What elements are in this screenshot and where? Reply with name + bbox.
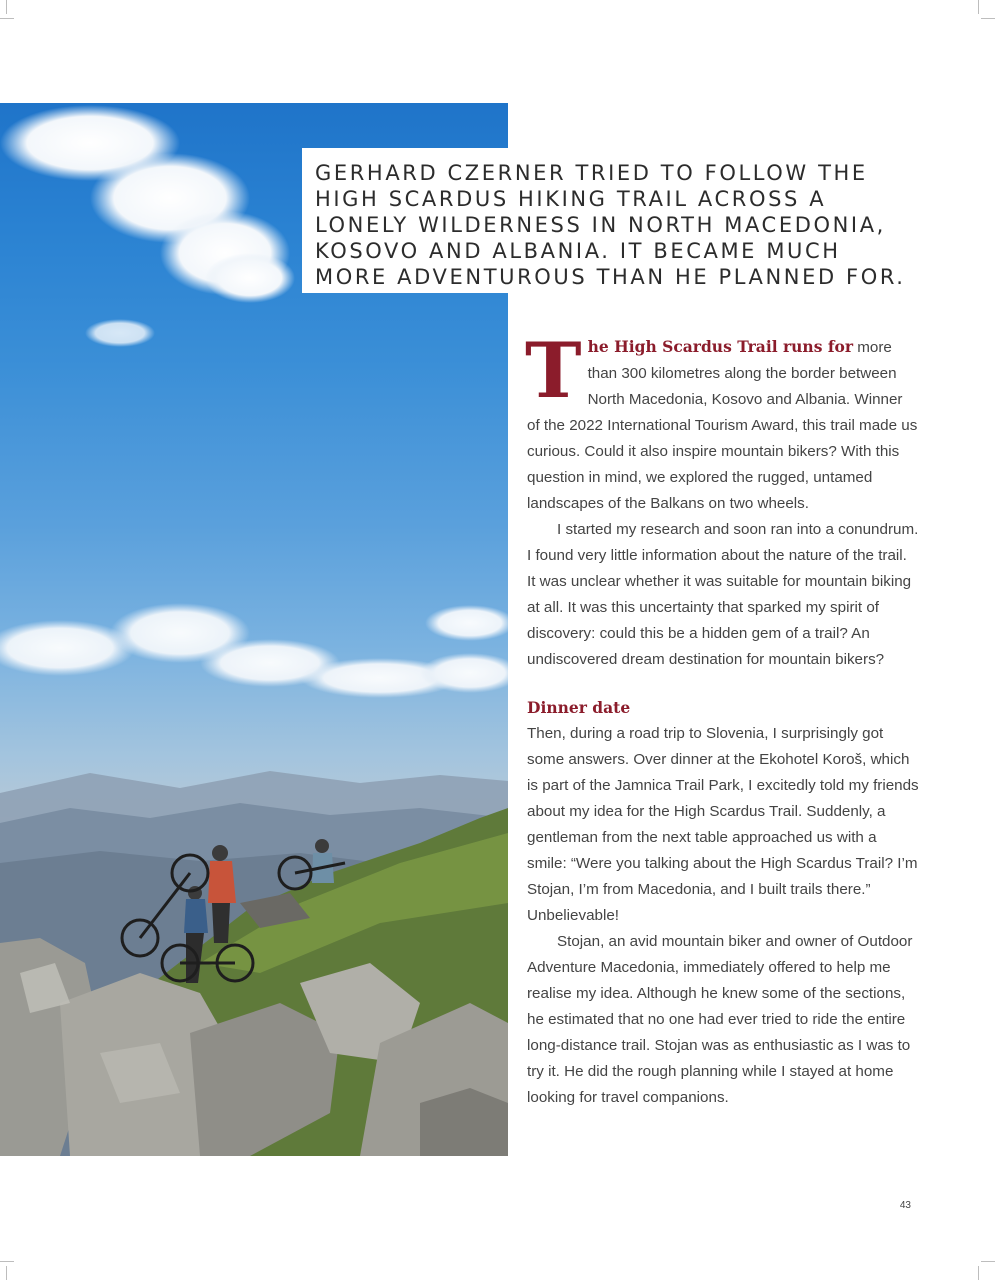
crop-mark [0, 1261, 14, 1262]
drop-cap: T [525, 326, 582, 415]
paragraph: Then, during a road trip to Slovenia, I surprisingly got some answers. Over dinner at the Ekohotel Koroš, which is part of the Jamnica Trail Park, I excitedly told my friends about my idea for the High Scardus Trail. Suddenly, a gentleman from the next table approached us with a smile: “Were you talking about the High Scardus Trail? I’m Stojan, I’m from Macedonia, and I built trails there.” Unbelievable! [527, 725, 919, 924]
paragraph [525, 326, 919, 517]
paragraph-text: more than 300 kilometres along the border between North Macedonia, Kosovo and Albania. Winner of the 2022 International Tourism Award, this trail made us curious. Could it also inspire mountain bikers? With this question in mind, we explored the rugged, untamed landscapes of the Balkans on two wheels. [527, 339, 918, 512]
cloud [0, 105, 295, 347]
article-body [525, 326, 919, 1111]
deck-text: GERHARD CZERNER TRIED TO FOLLOW THE HIGH SCARDUS HIKING TRAIL ACROSS A LONELY WILDERNESS IN NORTH MACEDONIA, KOSOVO AND ALBANIA. IT BECAME MUCH MORE ADVENTUROUS THAN HE PLANNED FOR. [315, 161, 906, 289]
crop-mark [6, 0, 7, 14]
paragraph: I started my research and soon ran into a conundrum. I found very little information about the nature of the trail. It was unclear whether it was suitable for mountain biking at all. It was this uncertainty that sparked my spirit of discovery: could this be a hidden gem of a trail? An undiscovered dream destination for mountain bikers? [527, 521, 919, 668]
page-number: 43 [899, 1200, 911, 1211]
lead-in: he High Scardus Trail runs for [587, 337, 853, 356]
crop-mark [6, 1266, 7, 1280]
crop-mark [978, 0, 979, 14]
article-deck [302, 148, 912, 293]
crop-mark [0, 18, 14, 19]
crop-mark [981, 18, 995, 19]
crop-mark [981, 1261, 995, 1262]
paragraph: Stojan, an avid mountain biker and owner of Outdoor Adventure Macedonia, immediately offered to help me realise my idea. Although he knew some of the sections, he estimated that no one had ever tried to ride the entire long-distance trail. Stojan was as enthusiastic as I was to try it. He did the rough planning while I stayed at home looking for travel companions. [527, 933, 913, 1106]
subheading: Dinner date [527, 698, 631, 717]
crop-mark [978, 1266, 979, 1280]
cloud-band [0, 603, 508, 698]
